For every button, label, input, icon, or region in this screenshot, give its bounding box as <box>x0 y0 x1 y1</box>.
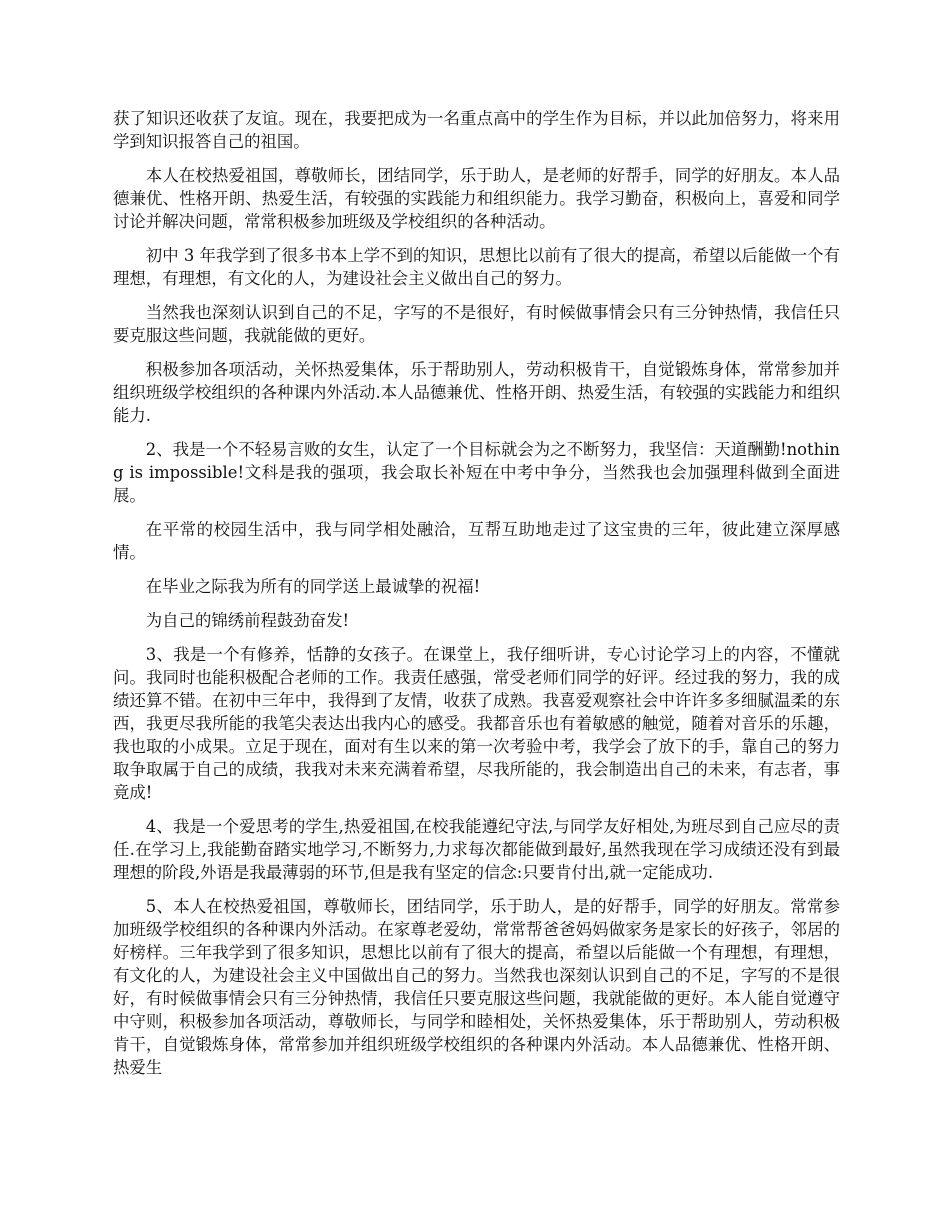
paragraph-blessing: 在毕业之际我为所有的同学送上最诚挚的祝福! <box>145 577 481 596</box>
paragraph-junior-high-learning: 初中 3 年我学到了很多书本上学不到的知识，思想比以前有了很大的提高，希望以后能做一个有理想，有理想，有文化的人，为建设社会主义做出自己的努力。 <box>113 246 840 288</box>
paragraph-example-4: 4、我是一个爱思考的学生,热爱祖国,在校我能遵纪守法,与同学友好相处,为班尽到自己应尽的责任.在学习上,我能勤奋踏实地学习,不断努力,力求每次都能做到最好,虽然我现在学习成绩还没有到最理想的阶段,外语是我最薄弱的环节,但是我有坚定的信念:只要肯付出,就一定能成功. <box>113 817 840 882</box>
paragraph-continuation: 获了知识还收获了友谊。现在，我要把成为一名重点高中的学生作为目标，并以此加倍努力，将来用学到知识报答自己的祖国。 <box>113 109 840 151</box>
paragraph-self-evaluation: 本人在校热爱祖国，尊敬师长，团结同学，乐于助人，是老师的好帮手，同学的好朋友。本人品德兼优、性格开朗、热爱生活，有较强的实践能力和组织能力。我学习勤奋，积极向上，喜爱和同学讨论并解决问题，常常积极参加班级及学校组织的各种活动。 <box>113 166 840 231</box>
paragraph-activities: 积极参加各项活动，关怀热爱集体，乐于帮助别人，劳动积极肯干，自觉锻炼身体，常常参加并组织班级学校组织的各种课内外活动.本人品德兼优、性格开朗、热爱生活，有较强的实践能力和组织能力. <box>113 360 840 425</box>
paragraph-example-2: 2、我是一个不轻易言败的女生，认定了一个目标就会为之不断努力，我坚信：天道酬勤!nothing is impossible!文科是我的强项，我会取长补短在中考中争分，当然我也会加强理科做到全面进展。 <box>113 440 840 505</box>
paragraph-shortcomings: 当然我也深刻认识到自己的不足，字写的不是很好，有时候做事情会只有三分钟热情，我信任只要克服这些问题，我就能做的更好。 <box>113 303 840 345</box>
paragraph-encouragement: 为自己的锦绣前程鼓劲奋发! <box>145 611 350 630</box>
paragraph-example-3: 3、我是一个有修养，恬静的女孩子。在课堂上，我仔细听讲，专心讨论学习上的内容，不懂就问。我同时也能积极配合老师的工作。我责任感强，常受老师们同学的好评。经过我的努力，我的成绩还算不错。在初中三年中，我得到了友情，收获了成熟。我喜爱观察社会中许许多多细腻温柔的东西，我更尽我所能的我笔尖表达出我内心的感受。我都音乐也有着敏感的触觉，随着对音乐的乐趣，我也取的小成果。立足于现在，面对有生以来的第一次考验中考，我学会了放下的手，靠自己的努力取争取属于自己的成绩，我我对未来充满着希望，尽我所能的，我会制造出自己的未来，有志者，事竟成! <box>113 645 840 802</box>
paragraph-campus-life: 在平常的校园生活中，我与同学相处融洽，互帮互助地走过了这宝贵的三年，彼此建立深厚感情。 <box>113 520 840 562</box>
document-page <box>113 107 840 1090</box>
paragraph-example-5: 5、本人在校热爱祖国，尊敬师长，团结同学，乐于助人，是的好帮手，同学的好朋友。常常参加班级学校组织的各种课内外活动。在家尊老爱幼，常常帮爸爸妈妈做家务是家长的好孩子，邻居的好榜样。三年我学到了很多知识，思想比以前有了很大的提高，希望以后能做一个有理想，有理想，有文化的人，为建设社会主义中国做出自己的努力。当然我也深刻认识到自己的不足，字写的不是很好，有时候做事情会只有三分钟热情，我信任只要克服这些问题，我就能做的更好。本人能自觉遵守中守则，积极参加各项活动，尊敬师长，与同学和睦相处，关怀热爱集体，乐于帮助别人，劳动积极肯干，自觉锻炼身体，常常参加并组织班级学校组织的各种课内外活动。本人品德兼优、性格开朗、热爱生 <box>113 897 840 1077</box>
